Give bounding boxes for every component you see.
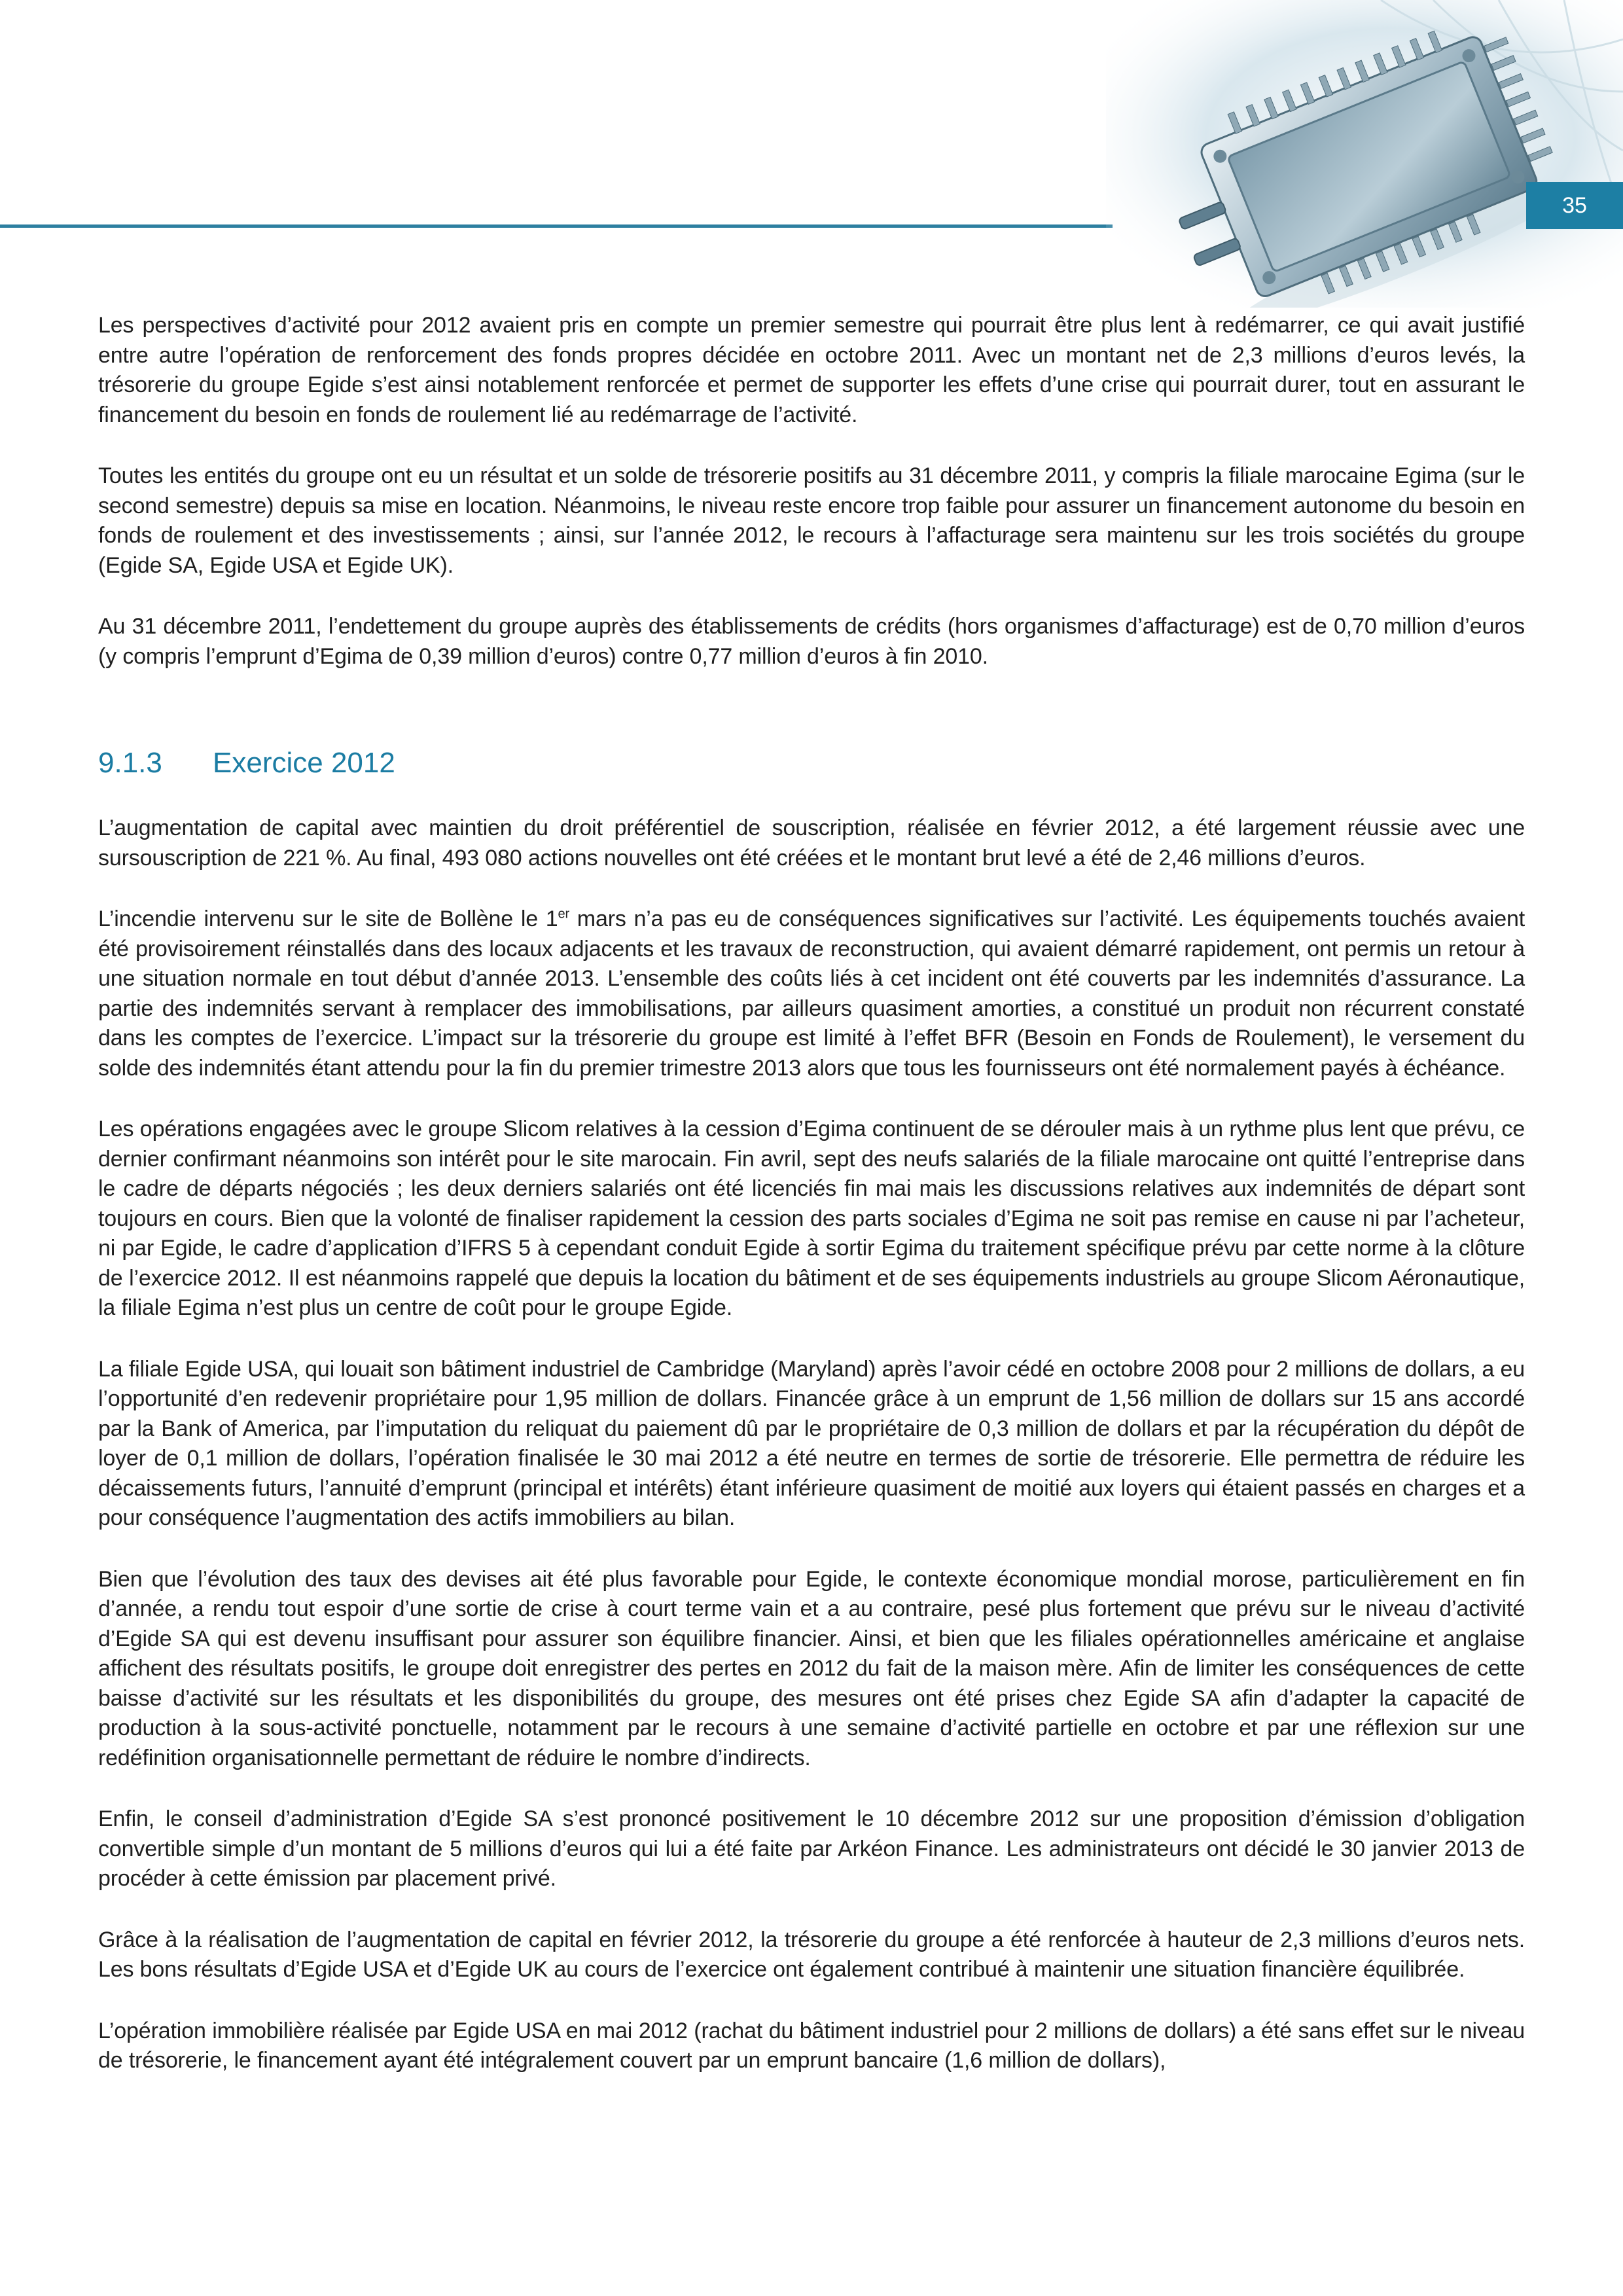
paragraph-text: mars n’a pas eu de conséquences significatives sur l’activité. Les équipements touchés avaient été provisoirement réinstallés dans des locaux adjacents et les travaux de reconstruction, qui avaient démarré rapidement, ont permis un retour à une situation normale en tout début d’année 2013. L’ensemble des coûts liés à cet incident ont été couverts par les indemnités d’assurance. La partie des indemnités servant à remplacer des immobilisations, par ailleurs quasiment amorties, a constitué un produit non récurrent constaté dans les comptes de l’exercice. L’impact sur la trésorerie du groupe est limité à l’effet BFR (Besoin en Fonds de Roulement), le versement du solde des indemnités étant attendu pour la fin du premier trimestre 2013 alors que tous les fournisseurs ont été normalement payés à échéance. xyxy=(98,906,1525,1081)
section-heading xyxy=(98,745,1525,781)
document-body xyxy=(98,311,1525,2108)
paragraph: Grâce à la réalisation de l’augmentation de capital en février 2012, la trésorerie du groupe a été renforcée à hauteur de 2,3 millions d’euros nets. Les bons résultats d’Egide USA et d’Egide UK au cours de l’exercice ont également contribué à maintenir une situation financière équilibrée. xyxy=(98,1927,1525,1982)
paragraph: Toutes les entités du groupe ont eu un résultat et un solde de trésorerie positifs au 31 décembre 2011, y compris la filiale marocaine Egima (sur le second semestre) depuis sa mise en location. Néanmoins, le niveau reste encore trop faible pour assurer un financement autonome du besoin en fonds de roulement et des investissements ; ainsi, sur l’année 2012, le recours à l’affacturage sera maintenu sur les trois sociétés du groupe (Egide SA, Egide USA et Egide UK). xyxy=(98,463,1525,578)
paragraph: Les opérations engagées avec le groupe Slicom relatives à la cession d’Egima continuent de se dérouler mais à un rythme plus lent que prévu, ce dernier confirmant néanmoins son intérêt pour le site marocain. Fin avril, sept des neufs salariés de la filiale marocaine ont quitté l’entreprise dans le cadre de départs négociés ; les deux derniers salariés ont été licenciés fin mai mais les discussions relatives aux indemnités de départ sont toujours en cours. Bien que la volonté de finaliser rapidement la cession des parts sociales d’Egima ne soit pas remise en cause ni par l’acheteur, ni par Egide, le cadre d’application d’IFRS 5 à cependant conduit Egide à sortir Egima du traitement spécifique prévu par cette norme à la clôture de l’exercice 2012. Il est néanmoins rappelé que depuis la location du bâtiment et de ses équipements industriels au groupe Slicom Aéronautique, la filiale Egima n’est plus un centre de coût pour le groupe Egide. xyxy=(98,1117,1525,1320)
paragraph: L’opération immobilière réalisée par Egide USA en mai 2012 (rachat du bâtiment industriel pour 2 millions de dollars) a été sans effet sur le niveau de trésorerie, le financement ayant été intégralement couvert par un emprunt bancaire (1,6 million de dollars), xyxy=(98,2018,1525,2073)
header-rule xyxy=(0,224,1113,228)
paragraph: Enfin, le conseil d’administration d’Egide SA s’est prononcé positivement le 10 décembre 2012 sur une proposition d’émission d’obligation convertible simple d’un montant de 5 millions d’euros qui lui a été faite par Arkéon Finance. Les administrateurs ont décidé le 30 janvier 2013 de procéder à cette émission par placement privé. xyxy=(98,1806,1525,1891)
paragraph: Les perspectives d’activité pour 2012 avaient pris en compte un premier semestre qui pourrait être plus lent à redémarrer, ce qui avait justifié entre autre l’opération de renforcement des fonds propres décidée en octobre 2011. Avec un montant net de 2,3 millions d’euros levés, la trésorerie du groupe Egide s’est ainsi notablement renforcée et permet de supporter les effets d’une crise qui pourrait durer, tout en assurant le financement du besoin en fonds de roulement lié au redémarrage de l’activité. xyxy=(98,313,1525,427)
superscript: er xyxy=(558,906,570,922)
paragraph: La filiale Egide USA, qui louait son bâtiment industriel de Cambridge (Maryland) après l’avoir cédé en octobre 2008 pour 2 millions de dollars, a eu l’opportunité d’en redevenir propriétaire pour 1,95 million de dollars. Financée grâce à un emprunt de 1,56 million de dollars sur 15 ans accordé par la Bank of America, par l’imputation du reliquat du paiement dû par le propriétaire de 0,3 million de dollars et par la récupération du dépôt de loyer de 0,1 million de dollars, l’opération finalisée le 30 mai 2012 a été neutre en termes de sortie de trésorerie. Elle permettra de réduire les décaissements futurs, l’annuité d’emprunt (principal et intérêts) étant inférieure quasiment de moitié aux loyers qui étaient passés en charges et a pour conséquence l’augmentation des actifs immobiliers au bilan. xyxy=(98,1356,1525,1530)
paragraph: L’augmentation de capital avec maintien du droit préférentiel de souscription, réalisée en février 2012, a été largement réussie avec une sursouscription de 221 %. Au final, 493 080 actions nouvelles ont été créées et le montant brut levé a été de 2,46 millions d’euros. xyxy=(98,816,1525,870)
page-number: 35 xyxy=(1526,182,1623,229)
paragraph: Au 31 décembre 2011, l’endettement du groupe auprès des établissements de crédits (hors organismes d’affacturage) est de 0,70 million d’euros (y compris l’emprunt d’Egima de 0,39 million d’euros) contre 0,77 million d’euros à fin 2010. xyxy=(98,614,1525,669)
microcircuit-illustration xyxy=(1106,0,1623,308)
section-title: Exercice 2012 xyxy=(213,747,395,779)
paragraph-text: L’incendie intervenu sur le site de Bollène le 1 xyxy=(98,906,558,931)
section-number: 9.1.3 xyxy=(98,747,162,779)
paragraph xyxy=(98,905,1525,1083)
paragraph: Bien que l’évolution des taux des devises ait été plus favorable pour Egide, le contexte économique mondial morose, particulièrement en fin d’année, a rendu tout espoir d’une sortie de crise à court terme vain et a au contraire, pesé plus fortement que prévu sur le niveau d’activité d’Egide SA qui est devenu insuffisant pour assurer son équilibre financier. Ainsi, et bien que les filiales opérationnelles américaine et anglaise affichent des résultats positifs, le groupe doit enregistrer des pertes en 2012 du fait de la maison mère. Afin de limiter les conséquences de cette baisse d’activité sur les résultats et les disponibilités du groupe, des mesures ont été prises chez Egide SA afin d’adapter la capacité de production à la sous-activité ponctuelle, notamment par le recours à une semaine d’activité partielle en octobre et par une réflexion sur une redéfinition organisationnelle permettant de réduire le nombre d’indirects. xyxy=(98,1566,1525,1770)
